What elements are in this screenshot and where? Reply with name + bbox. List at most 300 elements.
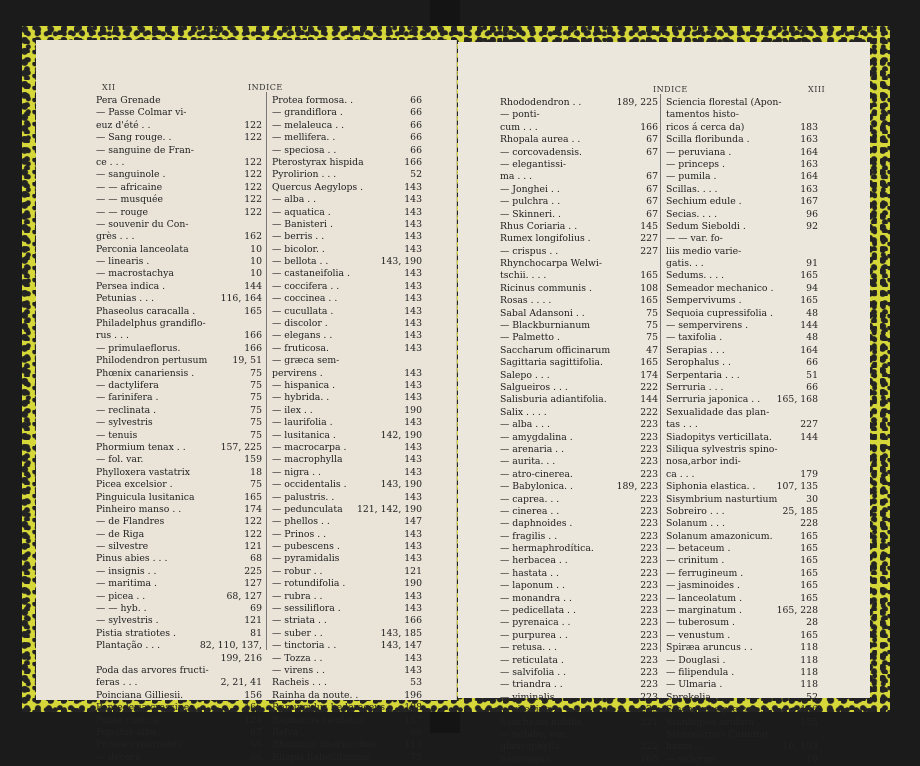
entry-term: — triandra . . [500, 679, 563, 691]
index-entry [500, 555, 658, 567]
entry-pages: 143 [404, 466, 422, 478]
entry-pages: 222 [640, 741, 658, 753]
index-entry [666, 308, 818, 320]
entry-pages: 10 [250, 256, 262, 268]
entry-term: — pumila . [666, 171, 717, 183]
index-entry [500, 233, 658, 245]
entry-term: — Tozza . . [272, 652, 323, 664]
entry-pages: 28 [806, 617, 818, 629]
index-entry [272, 293, 422, 305]
entry-pages: 223 [640, 654, 658, 666]
index-entry [666, 97, 818, 109]
index-entry [666, 432, 818, 444]
entry-term: Solanum . . . [666, 518, 726, 530]
entry-term: — pedunculata [272, 503, 343, 515]
entry-pages: 67 [646, 134, 658, 146]
entry-pages: 227 [640, 233, 658, 245]
entry-term: Sequoia cupressifolia . [666, 307, 773, 319]
index-entry [272, 454, 422, 466]
entry-pages: 68 [250, 553, 262, 565]
entry-pages: 190 [404, 578, 422, 590]
entry-term: — elegantissi- [500, 158, 567, 170]
index-entry [666, 741, 818, 753]
entry-pages: 223 [640, 704, 658, 716]
entry-pages: 165 [800, 295, 818, 307]
right-page-header: INDICE [653, 85, 688, 94]
entry-pages: 143 [404, 454, 422, 466]
index-entry [96, 256, 262, 268]
entry-pages: 121 [244, 615, 262, 627]
index-entry [500, 432, 658, 444]
index-entry [272, 145, 422, 157]
index-entry [666, 258, 818, 270]
entry-pages: 166 [244, 342, 262, 354]
entry-pages: 164 [800, 344, 818, 356]
entry-term: — græca sem- [272, 355, 340, 367]
index-entry [272, 182, 422, 194]
entry-pages: 165 [244, 491, 262, 503]
index-entry [666, 109, 818, 121]
index-entry [500, 667, 658, 679]
index-entry [272, 665, 422, 677]
entry-pages: 165 [640, 295, 658, 307]
entry-pages: 144 [244, 280, 262, 292]
index-entry [96, 368, 262, 380]
index-entry [666, 283, 818, 295]
entry-term: Siphonia elastica. . [666, 481, 756, 493]
index-entry [666, 394, 818, 406]
entry-pages: 30 [806, 493, 818, 505]
entry-pages: 118 [800, 666, 818, 678]
entry-pages: 143 [404, 305, 422, 317]
entry-term: tschii. . . . [500, 270, 547, 282]
index-entry [96, 715, 262, 727]
entry-term: Phylloxera vastatrix [96, 466, 190, 478]
index-entry [96, 405, 262, 417]
index-entry [500, 692, 658, 704]
entry-term: Stenocarpus Cunning- [666, 728, 772, 740]
entry-pages: 143 [404, 379, 422, 391]
entry-pages: 165 [244, 702, 262, 714]
entry-term: Relva . . . [272, 726, 317, 738]
entry-term: — laponum . . [500, 580, 565, 592]
entry-term: — mellifera. . [272, 132, 336, 144]
entry-term: — aurita. . . [500, 456, 556, 468]
index-entry [272, 715, 422, 727]
entry-term: cum . . . [500, 121, 538, 133]
index-entry [272, 653, 422, 665]
entry-pages: 165 [800, 543, 818, 555]
entry-pages: 157, 225 [220, 441, 262, 453]
index-entry [666, 692, 818, 704]
index-entry [500, 394, 658, 406]
index-entry [272, 231, 422, 243]
entry-pages: 143 [404, 541, 422, 553]
index-entry [96, 591, 262, 603]
entry-term: rus . . . [96, 330, 129, 342]
entry-pages: 221 [640, 716, 658, 728]
entry-pages: 143 [404, 218, 422, 230]
entry-term: Rhapis flabelliformis [272, 751, 370, 763]
index-entry [272, 578, 422, 590]
index-entry [500, 679, 658, 691]
index-entry [500, 370, 658, 382]
index-entry [96, 504, 262, 516]
index-entry [666, 543, 818, 555]
entry-pages: 66 [410, 119, 422, 131]
entry-pages: 143 [404, 392, 422, 404]
entry-term: — decora . [96, 751, 147, 763]
index-entry [500, 258, 658, 270]
entry-term: — corcovadensis. [500, 146, 583, 158]
index-entry [666, 655, 818, 667]
index-entry [96, 492, 262, 504]
entry-pages: 165 [800, 270, 818, 282]
entry-pages: 143 [404, 206, 422, 218]
entry-term: — Jonghei . . [500, 183, 560, 195]
entry-term: — purpurea . . [500, 629, 568, 641]
index-entry [272, 380, 422, 392]
entry-term: — viminalis . . [500, 691, 567, 703]
entry-term: — retusa. . . [500, 642, 558, 654]
index-entry [272, 256, 422, 268]
index-entry [666, 568, 818, 580]
entry-pages: 174 [244, 503, 262, 515]
index-entry [666, 370, 818, 382]
entry-pages: 143 [404, 280, 422, 292]
entry-pages: 75 [646, 307, 658, 319]
entry-term: Spiræa aruncus . . [666, 642, 753, 654]
index-entry [666, 233, 818, 245]
index-entry [666, 171, 818, 183]
entry-pages: 223 [640, 518, 658, 530]
entry-term: — aquatica . [272, 206, 331, 218]
entry-pages: 223 [640, 580, 658, 592]
index-entry [96, 578, 262, 590]
index-entry [500, 382, 658, 394]
entry-pages: 223 [640, 555, 658, 567]
entry-pages: 143 [404, 652, 422, 664]
entry-pages: 143 [404, 491, 422, 503]
entry-pages: 223 [640, 642, 658, 654]
index-entry [500, 531, 658, 543]
entry-term: — berris . . [272, 231, 325, 243]
entry-term: — sempervirens . [666, 320, 749, 332]
entry-pages: 165, 168 [776, 394, 818, 406]
entry-term: ma . . . [500, 171, 533, 183]
index-entry [96, 207, 262, 219]
entry-pages: 165 [800, 555, 818, 567]
index-entry [666, 407, 818, 419]
index-entry [272, 727, 422, 739]
entry-term: euz d'été . . [96, 119, 151, 131]
entry-pages: 87 [250, 726, 262, 738]
entry-term: Rumex longifolius . [500, 233, 591, 245]
entry-pages: 142, 190 [380, 429, 422, 441]
entry-pages: 143 [404, 318, 422, 330]
entry-term: — cinerea . . [500, 505, 560, 517]
index-entry [96, 516, 262, 528]
entry-term: ce . . . [96, 156, 125, 168]
entry-pages: 75 [410, 751, 422, 763]
entry-term: Plantação . . . [96, 640, 161, 652]
index-entry [272, 219, 422, 231]
entry-pages: 165, 228 [776, 605, 818, 617]
index-entry [500, 444, 658, 456]
entry-pages: 165 [800, 580, 818, 592]
entry-pages: 10 [250, 243, 262, 255]
entry-term: — Douglasi . [666, 654, 726, 666]
entry-pages: 66 [250, 739, 262, 751]
entry-pages: 52 [410, 169, 422, 181]
entry-pages: 121 [244, 541, 262, 553]
entry-term: — tuberosum . [666, 617, 735, 629]
index-entry [96, 244, 262, 256]
index-entry [500, 283, 658, 295]
index-entry [500, 246, 658, 258]
index-entry [272, 566, 422, 578]
entry-term: — pyrenaica . . [500, 617, 571, 629]
entry-term: — farinifera . [96, 392, 159, 404]
index-entry [500, 295, 658, 307]
entry-pages: 165 [800, 629, 818, 641]
entry-term: Scillas. . . . [666, 183, 718, 195]
entry-term: — tinctoria . . [272, 640, 337, 652]
index-entry [96, 318, 262, 330]
right-column-2 [666, 97, 818, 766]
entry-term: — — africaine [96, 181, 163, 193]
index-entry [666, 667, 818, 679]
entry-term: Secias. . . . [666, 208, 718, 220]
index-entry [500, 469, 658, 481]
entry-pages: 143 [404, 342, 422, 354]
entry-pages: 81 [250, 627, 262, 639]
entry-pages: 67 [646, 208, 658, 220]
entry-pages: 107, 135 [776, 481, 818, 493]
index-entry [666, 481, 818, 493]
index-entry [666, 605, 818, 617]
entry-term: — hispanica . [272, 379, 336, 391]
entry-term: — suber . . [272, 627, 323, 639]
entry-term: — nigra . . [272, 466, 321, 478]
entry-pages: 53 [410, 677, 422, 689]
entry-term: — alba . . . [500, 419, 550, 431]
entry-pages: 223 [640, 443, 658, 455]
entry-term: — macrostachya [96, 268, 174, 280]
entry-pages: 52 [806, 691, 818, 703]
entry-term: — Skinneri. . [500, 208, 561, 220]
column-divider [660, 94, 661, 652]
index-entry [500, 320, 658, 332]
index-entry [272, 591, 422, 603]
entry-pages: 66 [410, 132, 422, 144]
index-entry [272, 702, 422, 714]
entry-term: — occidentalis . [272, 479, 347, 491]
index-entry [666, 456, 818, 468]
entry-term: — ilex . . [272, 404, 313, 416]
index-entry [666, 419, 818, 431]
index-entry [272, 603, 422, 615]
entry-term: Ponte rustica . [96, 714, 165, 726]
entry-pages: 75 [250, 429, 262, 441]
entry-term: — amygdalina . [500, 431, 573, 443]
entry-pages: 10 [806, 753, 818, 765]
entry-pages: 156 [244, 689, 262, 701]
entry-term: Rhododendron . . [500, 97, 582, 108]
entry-pages: 196 [404, 689, 422, 701]
index-entry [96, 702, 262, 714]
index-entry [96, 603, 262, 615]
entry-term: Sanchezia nobilis. . [500, 716, 592, 728]
entry-term: — pyramidalis [272, 553, 340, 565]
entry-term: — macrophylla [272, 454, 343, 466]
index-entry [666, 580, 818, 592]
entry-term: — venustum . [666, 629, 731, 641]
entry-pages: 223 [640, 493, 658, 505]
entry-pages: 122 [244, 206, 262, 218]
entry-pages: 143, 185 [380, 627, 422, 639]
index-entry [96, 541, 262, 553]
entry-pages: 48 [806, 307, 818, 319]
entry-pages: 143 [404, 441, 422, 453]
entry-term: Rhamnus intermedius [272, 739, 376, 751]
index-entry [96, 628, 262, 640]
entry-pages: 75 [250, 479, 262, 491]
entry-pages: 165 [640, 753, 658, 765]
entry-pages: 223 [640, 629, 658, 641]
entry-term: — pedicellata . . [500, 605, 576, 617]
entry-pages: 121 [404, 565, 422, 577]
entry-term: Pinheiro manso . . [96, 503, 182, 515]
index-entry [272, 318, 422, 330]
entry-pages: 118 [800, 679, 818, 691]
entry-pages: 143, 147 [380, 640, 422, 652]
index-entry [272, 504, 422, 516]
entry-pages: 2, 21, 41 [220, 677, 262, 689]
entry-pages: 223 [640, 592, 658, 604]
index-entry [666, 209, 818, 221]
entry-term: — salvifolia . . [500, 666, 567, 678]
entry-term: — insignis . . [96, 565, 157, 577]
entry-pages: 122 [244, 132, 262, 144]
entry-term: — alba . . [272, 194, 317, 206]
index-entry [272, 479, 422, 491]
entry-term: Rhus Coriaria . . [500, 220, 578, 232]
entry-term: nosa,arbor indi- [666, 456, 741, 468]
entry-term: Semeador mechanico . [666, 282, 774, 294]
entry-pages: 143 [404, 243, 422, 255]
index-entry [500, 209, 658, 221]
entry-pages: 19, 51 [232, 355, 262, 367]
entry-pages: 159 [244, 454, 262, 466]
entry-pages: 75 [646, 320, 658, 332]
index-entry [666, 717, 818, 729]
entry-term: Sisymbrium nasturtium [666, 493, 778, 505]
entry-pages: 179 [800, 468, 818, 480]
entry-term: — Blackburnianum [500, 320, 591, 332]
entry-pages: 164 [800, 146, 818, 158]
entry-term: — caprea. . . [500, 493, 560, 505]
index-entry [96, 479, 262, 491]
entry-pages: 223 [640, 617, 658, 629]
index-entry [500, 122, 658, 134]
index-entry [666, 630, 818, 642]
entry-pages: 67 [646, 146, 658, 158]
entry-pages: 189, 225 [616, 97, 658, 108]
entry-term: — grandiflora . [272, 107, 343, 119]
index-entry [96, 553, 262, 565]
entry-pages: 143 [404, 268, 422, 280]
index-entry [272, 690, 422, 702]
entry-term: — linearis . [96, 256, 150, 268]
entry-term: — marginatum . [666, 605, 742, 617]
index-entry [500, 741, 658, 753]
entry-term: — Banisteri . [272, 218, 333, 230]
entry-term: — Passe Colmar vi- [96, 107, 187, 119]
index-entry [500, 171, 658, 183]
index-entry [272, 120, 422, 132]
entry-pages: 225 [244, 565, 262, 577]
index-entry [500, 345, 658, 357]
index-entry [272, 244, 422, 256]
index-entry [500, 308, 658, 320]
index-entry [272, 615, 422, 627]
entry-term: — vitellina . . [500, 704, 562, 716]
entry-term: — fol. var. [96, 454, 144, 466]
entry-pages: 75 [250, 367, 262, 379]
entry-term: — taxifolia . [666, 332, 723, 344]
entry-pages: 155 [800, 716, 818, 728]
index-entry [272, 207, 422, 219]
entry-pages: 143 [404, 293, 422, 305]
entry-term: — souvenir du Con- [96, 218, 189, 230]
entry-term: Poinciana Gilliesii. [96, 689, 184, 701]
entry-pages: 75 [250, 392, 262, 404]
entry-pages: 183 [800, 121, 818, 133]
entry-pages: 223 [640, 691, 658, 703]
index-entry [96, 120, 262, 132]
entry-term: gatis. . . [666, 258, 704, 270]
entry-term: — reclinata . [96, 404, 157, 416]
index-entry [96, 677, 262, 689]
index-entry [272, 541, 422, 553]
entry-term: Stanhopea oculata . [666, 716, 760, 728]
entry-pages: 166 [800, 704, 818, 716]
entry-term: — fragilis . . [500, 530, 558, 542]
index-entry [96, 95, 262, 107]
entry-pages: 163 [800, 183, 818, 195]
index-entry [666, 506, 818, 518]
entry-term: — de Riga [96, 528, 145, 540]
entry-pages: 223 [640, 456, 658, 468]
index-entry [666, 593, 818, 605]
entry-term: Serruria . . . [666, 381, 724, 393]
index-entry [96, 529, 262, 541]
entry-pages: 67 [646, 183, 658, 195]
index-entry [96, 132, 262, 144]
index-entry [500, 97, 658, 109]
index-entry [272, 405, 422, 417]
entry-pages: 143 [404, 417, 422, 429]
index-entry [500, 580, 658, 592]
index-entry [666, 332, 818, 344]
entry-term: Rosas . . . . [500, 295, 552, 307]
entry-term: Pinus abies . . . [96, 553, 168, 565]
index-entry [666, 729, 818, 741]
entry-term: Phaseolus caracalla . [96, 305, 196, 317]
index-entry [500, 642, 658, 654]
index-entry [272, 169, 422, 181]
